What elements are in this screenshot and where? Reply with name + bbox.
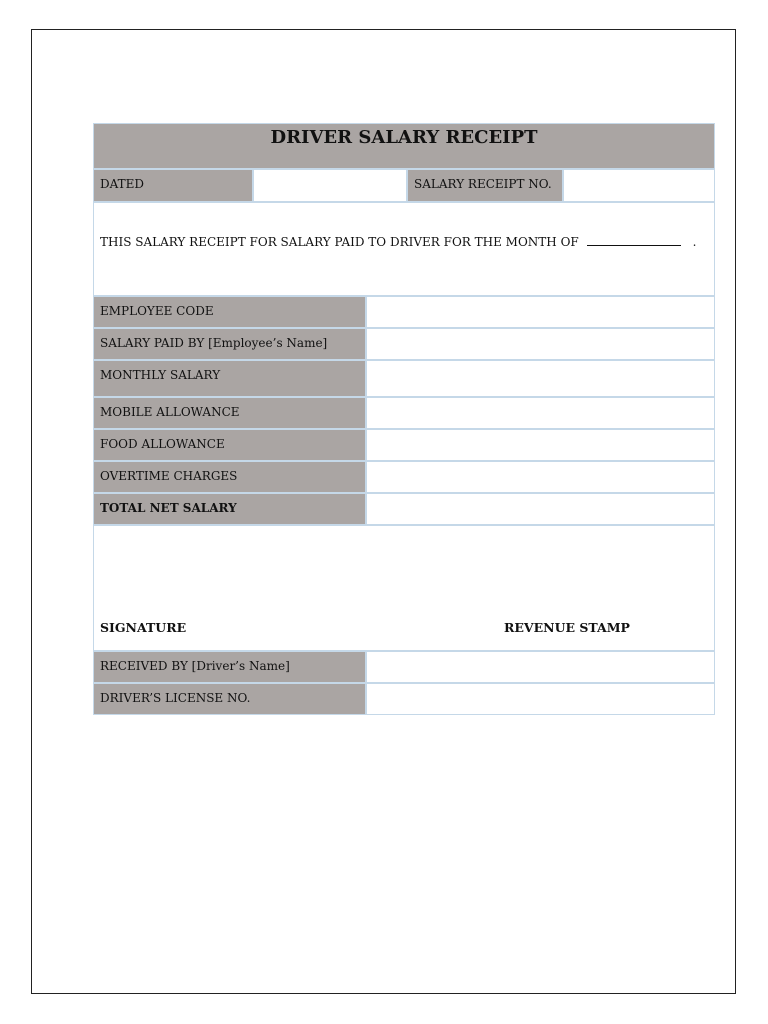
license-no-label: DRIVER’S LICENSE NO. <box>93 683 366 715</box>
footer-row <box>93 651 715 683</box>
revenue-stamp-label: REVENUE STAMP <box>504 620 630 635</box>
dated-row <box>93 169 715 202</box>
field-label: OVERTIME CHARGES <box>93 461 366 493</box>
month-blank[interactable] <box>587 237 681 246</box>
field-value[interactable] <box>366 397 715 429</box>
field-value[interactable] <box>366 296 715 328</box>
field-row <box>93 397 715 429</box>
receipt-no-field[interactable] <box>563 169 715 202</box>
field-label: EMPLOYEE CODE <box>93 296 366 328</box>
field-label: MOBILE ALLOWANCE <box>93 397 366 429</box>
field-label: MONTHLY SALARY <box>93 360 366 397</box>
received-by-field[interactable] <box>366 651 715 683</box>
field-row <box>93 296 715 328</box>
field-value[interactable] <box>366 429 715 461</box>
dated-label: DATED <box>93 169 253 202</box>
license-no-field[interactable] <box>366 683 715 715</box>
signature-label: SIGNATURE <box>100 620 187 635</box>
field-row <box>93 360 715 397</box>
receipt-no-label: SALARY RECEIPT NO. <box>407 169 563 202</box>
field-row <box>93 493 715 525</box>
statement-row <box>93 202 715 296</box>
statement-cell <box>93 202 715 296</box>
footer-row <box>93 683 715 715</box>
statement-end: . <box>692 235 697 249</box>
field-label: FOOD ALLOWANCE <box>93 429 366 461</box>
field-value[interactable] <box>366 360 715 397</box>
title-row <box>93 123 715 169</box>
field-label: SALARY PAID BY [Employee’s Name] <box>93 328 366 360</box>
field-label: TOTAL NET SALARY <box>93 493 366 525</box>
field-value[interactable] <box>366 493 715 525</box>
field-row <box>93 429 715 461</box>
field-row <box>93 461 715 493</box>
received-by-label: RECEIVED BY [Driver’s Name] <box>93 651 366 683</box>
field-row <box>93 328 715 360</box>
field-value[interactable] <box>366 328 715 360</box>
statement-text: THIS SALARY RECEIPT FOR SALARY PAID TO DRIVER FOR THE MONTH OF <box>100 235 579 249</box>
dated-field[interactable] <box>253 169 407 202</box>
field-value[interactable] <box>366 461 715 493</box>
signature-row <box>93 525 715 651</box>
form-title: DRIVER SALARY RECEIPT <box>93 123 715 169</box>
signature-area[interactable] <box>93 525 715 651</box>
